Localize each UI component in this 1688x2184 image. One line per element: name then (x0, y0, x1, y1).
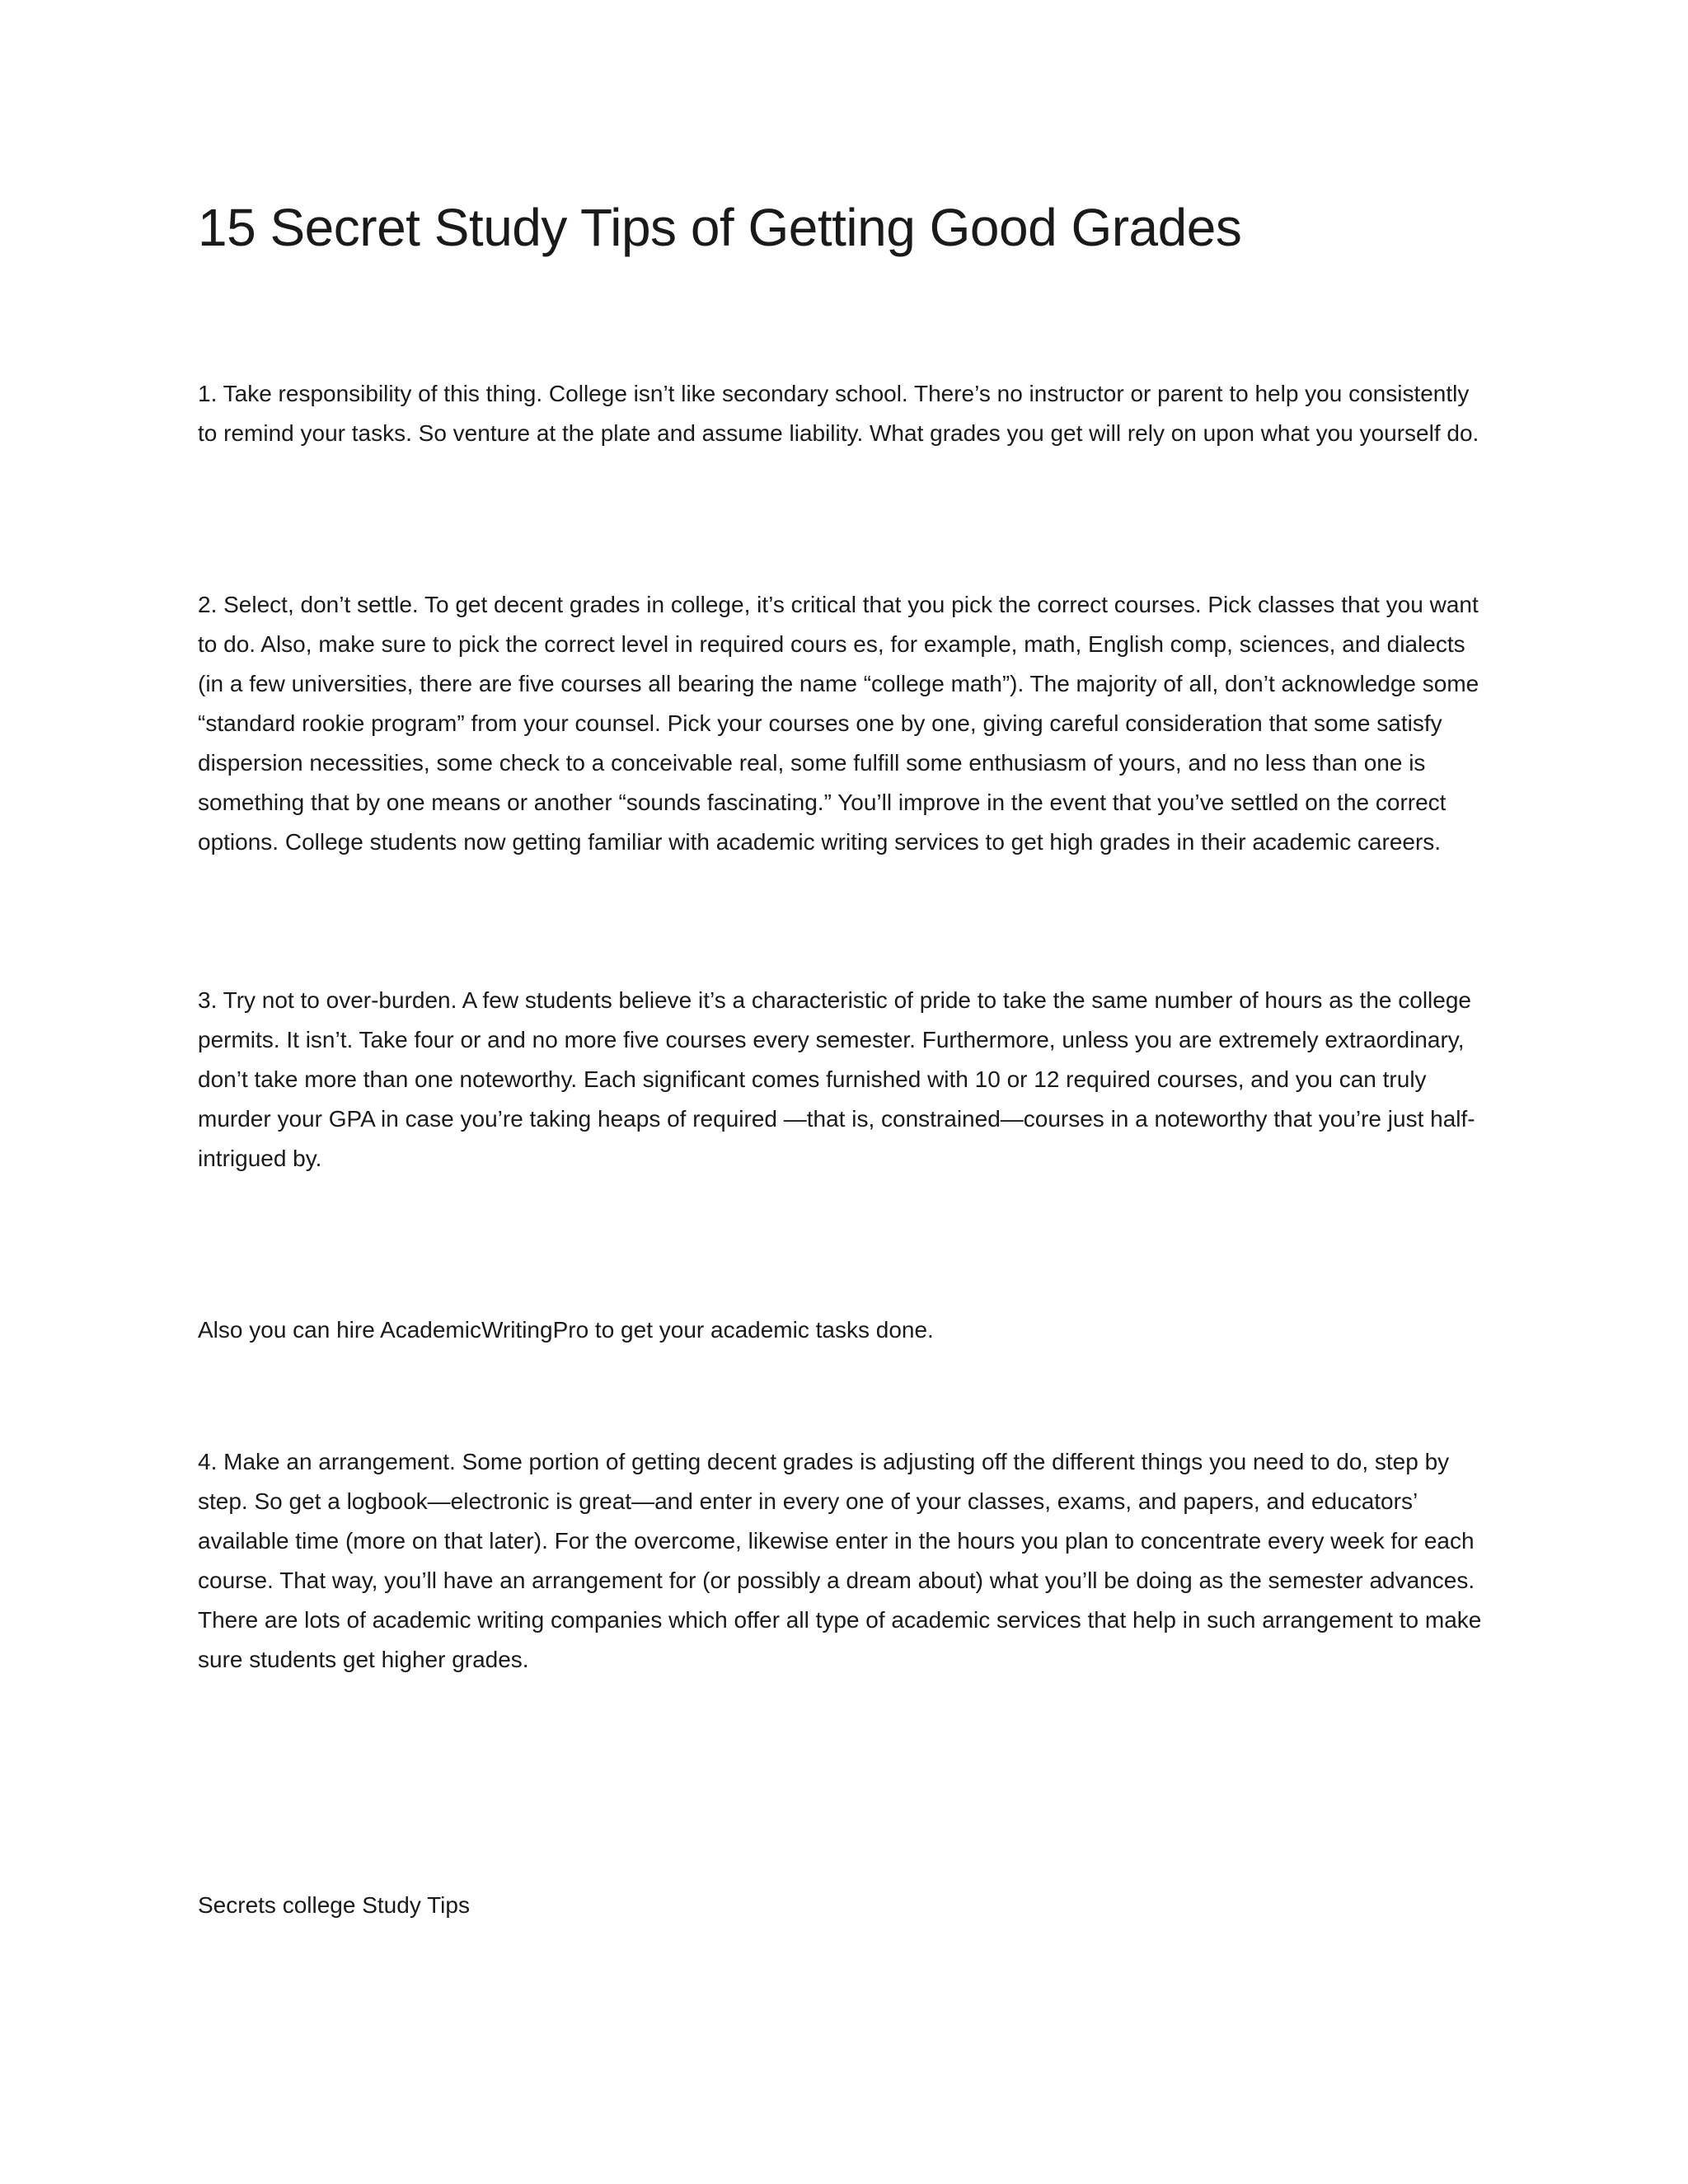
paragraph-promo: Also you can hire AcademicWritingPro to get your academic tasks done. (198, 1317, 934, 1343)
paragraph-footer: Secrets college Study Tips (198, 1892, 470, 1918)
paragraph-tip-2: 2. Select, don’t settle. To get decent grades in college, it’s critical that you pick the correct courses. Pick classes that you want to do. Also, make sure to pick the correct level in required cours es, for example, math, English comp, sciences, and dialects (in a few universities, there are five courses all bearing the name “college math”). The majority of all, don’t acknowledge some “standard rookie program” from your counsel. Pick your courses one by one, giving careful consideration that some satisfy dispersion necessities, some check to a conceivable real, some fulfill some enthusiasm of yours, and no less than one is something that by one means or another “sounds fascinating.” You’ll improve in the event that you’ve settled on the correct options. College students now getting familiar with academic writing services to get high grades in their academic careers. (198, 592, 1479, 855)
page-title: 15 Secret Study Tips of Getting Good Grades (198, 198, 1242, 257)
paragraph-tip-1: 1. Take responsibility of this thing. College isn’t like secondary school. There’s no instructor or parent to help you consistently to remind your tasks. So venture at the plate and assume liability. What grades you get will rely on upon what you yourself do. (198, 381, 1479, 446)
document-page (198, 0, 1484, 2184)
paragraph-tip-4: 4. Make an arrangement. Some portion of getting decent grades is adjusting off the different things you need to do, step by step. So get a logbook—electronic is great—and enter in every one of your classes, exams, and papers, and educators’ available time (more on that later). For the overcome, likewise enter in the hours you plan to concentrate every week for each course. That way, you’ll have an arrangement for (or possibly a dream about) what you’ll be doing as the semester advances. There are lots of academic writing companies which offer all type of academic services that help in such arrangement to make sure students get higher grades. (198, 1449, 1482, 1672)
paragraph-tip-3: 3. Try not to over-burden. A few students believe it’s a characteristic of pride to take the same number of hours as the college permits. It isn’t. Take four or and no more five courses every semester. Furthermore, unless you are extremely extraordinary, don’t take more than one noteworthy. Each significant comes furnished with 10 or 12 required courses, and you can truly murder your GPA in case you’re taking heaps of required —that is, constrained—courses in a noteworthy that you’re just half-intrigued by. (198, 987, 1475, 1171)
